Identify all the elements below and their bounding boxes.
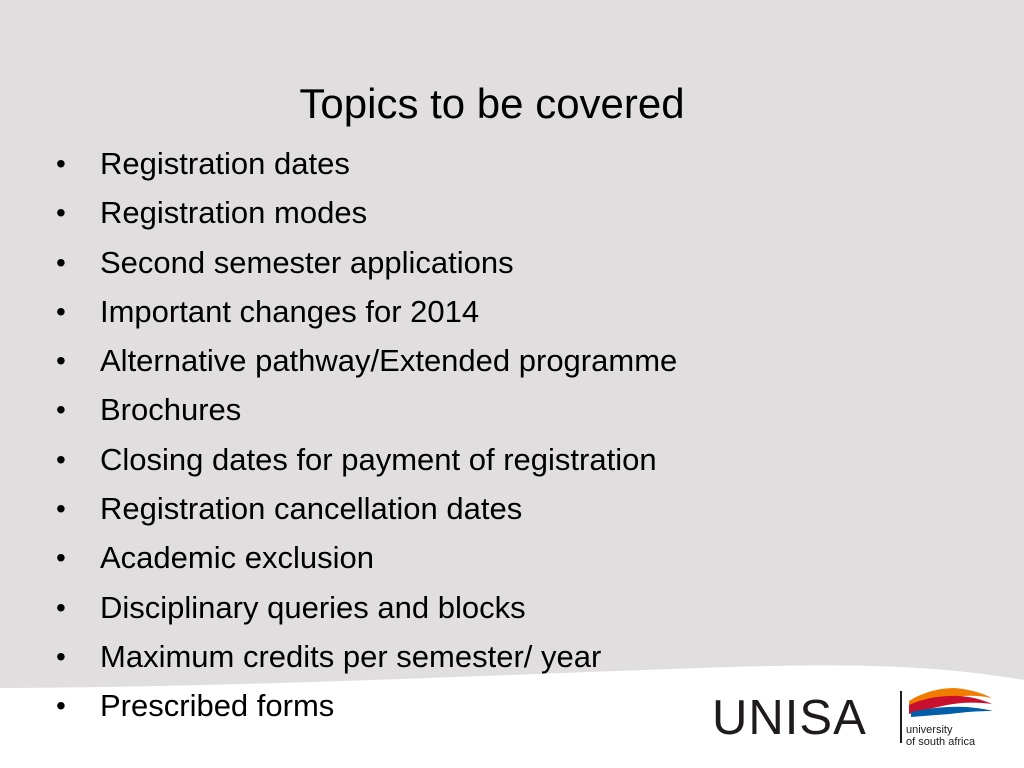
bullet-point: • <box>56 443 66 475</box>
list-item <box>56 385 677 434</box>
list-item <box>56 435 677 484</box>
list-item-text: Registration modes <box>100 195 368 231</box>
list-item <box>56 583 677 632</box>
list-item-text: Disciplinary queries and blocks <box>100 589 526 625</box>
bullet-point: • <box>56 394 66 426</box>
list-item <box>56 188 677 237</box>
logo-subtitle-line-1: university <box>906 724 953 736</box>
slide-title: Topics to be covered <box>299 80 685 128</box>
logo-subtitle-line-2: of south africa <box>906 736 976 748</box>
bullet-point: • <box>56 148 66 179</box>
list-item <box>56 484 677 533</box>
bullet-point: • <box>56 542 66 574</box>
list-item-text: Alternative pathway/Extended programme <box>100 343 678 379</box>
list-item <box>56 287 677 336</box>
list-item <box>56 139 677 188</box>
bullet-point: • <box>56 295 66 327</box>
bullet-point: • <box>56 493 66 525</box>
unisa-swoosh-icon <box>905 684 995 718</box>
bullet-point: • <box>56 591 66 623</box>
list-item-text: Registration cancellation dates <box>100 491 523 527</box>
list-item-text: Academic exclusion <box>100 540 374 576</box>
unisa-logo <box>712 684 1002 750</box>
list-item-text: Brochures <box>100 392 242 428</box>
list-item <box>56 681 677 730</box>
bullet-point: • <box>56 197 66 229</box>
bullet-point: • <box>56 690 66 722</box>
list-item-text: Prescribed forms <box>100 688 335 724</box>
list-item-text: Registration dates <box>100 146 350 181</box>
list-item <box>56 238 677 287</box>
list-item <box>56 632 677 681</box>
logo-wordmark: UNISA <box>712 691 867 745</box>
list-item <box>56 336 677 385</box>
list-item-text: Second semester applications <box>100 244 514 280</box>
topics-list <box>56 139 677 731</box>
list-item-text: Important changes for 2014 <box>100 293 480 329</box>
list-item-text: Maximum credits per semester/ year <box>100 638 602 674</box>
logo-divider <box>900 691 902 743</box>
bullet-point: • <box>56 640 66 672</box>
list-item-text: Closing dates for payment of registration <box>100 441 657 477</box>
bullet-point: • <box>56 246 66 278</box>
bullet-point: • <box>56 345 66 377</box>
list-item <box>56 533 677 582</box>
